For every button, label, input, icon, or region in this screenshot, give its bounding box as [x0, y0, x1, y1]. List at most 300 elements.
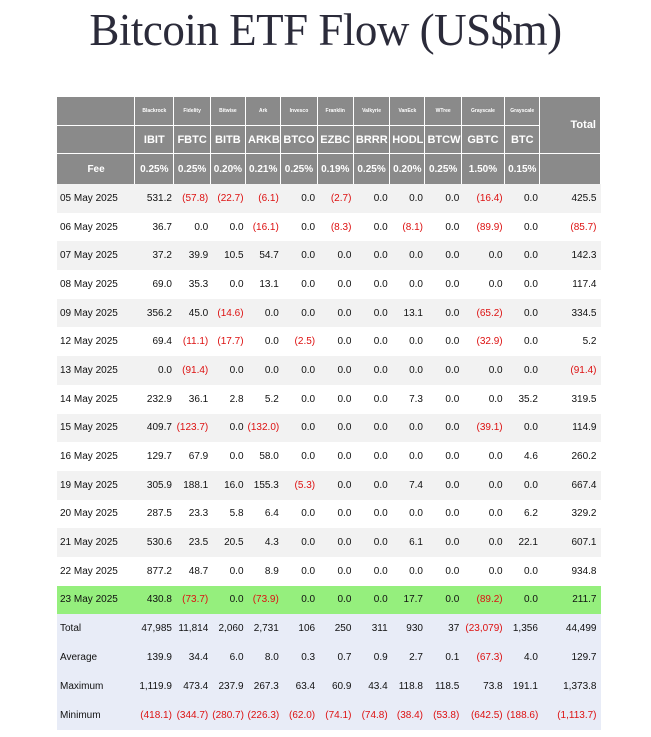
value-cell: 0.0: [390, 414, 425, 443]
value-cell: 118.5: [425, 672, 461, 701]
fee-cell: 0.25%: [174, 154, 210, 185]
value-cell: 4.6: [505, 442, 540, 471]
value-cell: 45.0: [174, 299, 210, 328]
value-cell: 305.9: [135, 471, 174, 500]
row-total-cell: (91.4): [540, 356, 601, 385]
value-cell: 0.0: [317, 299, 353, 328]
table-row: [57, 528, 601, 557]
row-total-cell: (1,113.7): [540, 701, 601, 730]
value-cell: 0.0: [425, 586, 461, 615]
value-cell: (91.4): [174, 356, 210, 385]
table-row: [57, 586, 601, 615]
value-cell: 11,814: [174, 614, 210, 643]
total-header: Total: [540, 97, 601, 154]
ticker-header: BTC: [505, 126, 540, 154]
value-cell: 0.0: [461, 471, 504, 500]
fee-cell: 0.25%: [135, 154, 174, 185]
value-cell: 0.0: [317, 557, 353, 586]
value-cell: 0.0: [210, 213, 245, 242]
value-cell: 16.0: [210, 471, 245, 500]
value-cell: (8.3): [317, 213, 353, 242]
table-row: [57, 385, 601, 414]
value-cell: 0.0: [461, 500, 504, 529]
date-cell: 14 May 2025: [57, 385, 135, 414]
value-cell: 356.2: [135, 299, 174, 328]
ticker-header: HODL: [390, 126, 425, 154]
value-cell: (344.7): [174, 701, 210, 730]
value-cell: (89.2): [461, 586, 504, 615]
stats-row: [57, 643, 601, 672]
value-cell: (11.1): [174, 327, 210, 356]
value-cell: 232.9: [135, 385, 174, 414]
value-cell: 0.0: [353, 356, 389, 385]
value-cell: 1,356: [505, 614, 540, 643]
date-cell: 21 May 2025: [57, 528, 135, 557]
value-cell: 188.1: [174, 471, 210, 500]
value-cell: 0.0: [353, 528, 389, 557]
value-cell: 5.2: [246, 385, 281, 414]
value-cell: 43.4: [353, 672, 389, 701]
value-cell: 0.0: [390, 557, 425, 586]
header-corner: [57, 97, 135, 126]
issuer-header-row: [57, 97, 601, 126]
issuer-header: Franklin: [317, 97, 353, 126]
value-cell: 0.0: [390, 500, 425, 529]
row-total-cell: 934.8: [540, 557, 601, 586]
table-row: [57, 213, 601, 242]
value-cell: 35.2: [505, 385, 540, 414]
value-cell: 0.0: [353, 586, 389, 615]
date-cell: 13 May 2025: [57, 356, 135, 385]
value-cell: 0.0: [461, 241, 504, 270]
value-cell: 63.4: [281, 672, 317, 701]
value-cell: 0.0: [281, 356, 317, 385]
value-cell: 0.0: [505, 471, 540, 500]
value-cell: (123.7): [174, 414, 210, 443]
value-cell: 0.0: [353, 241, 389, 270]
issuer-header: Grayscale: [461, 97, 504, 126]
value-cell: (16.4): [461, 184, 504, 213]
table-row: [57, 327, 601, 356]
value-cell: 930: [390, 614, 425, 643]
value-cell: 139.9: [135, 643, 174, 672]
value-cell: 17.7: [390, 586, 425, 615]
issuer-header: Blackrock: [135, 97, 174, 126]
fee-cell: 1.50%: [461, 154, 504, 185]
value-cell: 5.8: [210, 500, 245, 529]
value-cell: 0.0: [281, 414, 317, 443]
value-cell: (22.7): [210, 184, 245, 213]
value-cell: 6.2: [505, 500, 540, 529]
value-cell: 237.9: [210, 672, 245, 701]
value-cell: 6.0: [210, 643, 245, 672]
value-cell: (2.5): [281, 327, 317, 356]
value-cell: 4.0: [505, 643, 540, 672]
value-cell: (57.8): [174, 184, 210, 213]
issuer-header: Invesco: [281, 97, 317, 126]
row-total-cell: 607.1: [540, 528, 601, 557]
value-cell: 0.0: [210, 270, 245, 299]
ticker-header-row: [57, 126, 601, 154]
value-cell: 531.2: [135, 184, 174, 213]
value-cell: 191.1: [505, 672, 540, 701]
issuer-header: Ark: [246, 97, 281, 126]
value-cell: 0.0: [505, 270, 540, 299]
value-cell: 0.0: [461, 356, 504, 385]
value-cell: 0.0: [317, 500, 353, 529]
value-cell: 0.0: [210, 557, 245, 586]
value-cell: 69.0: [135, 270, 174, 299]
value-cell: 430.8: [135, 586, 174, 615]
fee-cell: 0.25%: [425, 154, 461, 185]
ticker-header: GBTC: [461, 126, 504, 154]
fee-label: Fee: [57, 154, 135, 185]
table-row: [57, 356, 601, 385]
value-cell: 0.0: [353, 184, 389, 213]
issuer-header: Bitwise: [210, 97, 245, 126]
value-cell: (23,079): [461, 614, 504, 643]
value-cell: 0.0: [390, 241, 425, 270]
value-cell: 0.0: [281, 213, 317, 242]
value-cell: 0.0: [425, 442, 461, 471]
value-cell: 37: [425, 614, 461, 643]
value-cell: 0.0: [281, 442, 317, 471]
ticker-header: FBTC: [174, 126, 210, 154]
value-cell: 7.3: [390, 385, 425, 414]
value-cell: (53.8): [425, 701, 461, 730]
ticker-header: EZBC: [317, 126, 353, 154]
row-total-cell: 117.4: [540, 270, 601, 299]
value-cell: 0.0: [317, 471, 353, 500]
value-cell: 0.0: [317, 586, 353, 615]
fee-cell: 0.20%: [390, 154, 425, 185]
value-cell: 0.0: [317, 385, 353, 414]
value-cell: 0.0: [281, 586, 317, 615]
value-cell: (73.7): [174, 586, 210, 615]
value-cell: 0.0: [425, 327, 461, 356]
row-total-cell: 44,499: [540, 614, 601, 643]
row-total-cell: (85.7): [540, 213, 601, 242]
value-cell: 0.0: [281, 184, 317, 213]
row-total-cell: 334.5: [540, 299, 601, 328]
row-total-cell: 260.2: [540, 442, 601, 471]
stat-label: Total: [57, 614, 135, 643]
fee-row: [57, 154, 601, 185]
value-cell: (74.1): [317, 701, 353, 730]
value-cell: 0.0: [425, 471, 461, 500]
value-cell: 1,119.9: [135, 672, 174, 701]
value-cell: (38.4): [390, 701, 425, 730]
value-cell: 8.0: [246, 643, 281, 672]
value-cell: 0.0: [246, 299, 281, 328]
value-cell: 54.7: [246, 241, 281, 270]
value-cell: 67.9: [174, 442, 210, 471]
date-cell: 20 May 2025: [57, 500, 135, 529]
value-cell: 0.0: [353, 213, 389, 242]
date-cell: 07 May 2025: [57, 241, 135, 270]
value-cell: 47,985: [135, 614, 174, 643]
value-cell: 0.0: [317, 356, 353, 385]
value-cell: 0.0: [390, 356, 425, 385]
value-cell: 0.0: [425, 241, 461, 270]
value-cell: 0.0: [353, 385, 389, 414]
value-cell: 58.0: [246, 442, 281, 471]
row-total-cell: 211.7: [540, 586, 601, 615]
value-cell: 0.0: [353, 327, 389, 356]
value-cell: 20.5: [210, 528, 245, 557]
value-cell: 0.0: [505, 557, 540, 586]
value-cell: 0.0: [353, 414, 389, 443]
value-cell: 118.8: [390, 672, 425, 701]
value-cell: 22.1: [505, 528, 540, 557]
fee-total-blank: [540, 154, 601, 185]
value-cell: 473.4: [174, 672, 210, 701]
header-corner: [57, 126, 135, 154]
value-cell: 0.0: [281, 528, 317, 557]
issuer-header: VanEck: [390, 97, 425, 126]
value-cell: 0.0: [210, 586, 245, 615]
value-cell: 0.0: [317, 442, 353, 471]
value-cell: 0.0: [505, 356, 540, 385]
table-row: [57, 184, 601, 213]
value-cell: 0.0: [281, 557, 317, 586]
value-cell: 0.0: [210, 414, 245, 443]
value-cell: 106: [281, 614, 317, 643]
row-total-cell: 425.5: [540, 184, 601, 213]
value-cell: 0.0: [210, 356, 245, 385]
value-cell: 2,731: [246, 614, 281, 643]
value-cell: 23.5: [174, 528, 210, 557]
value-cell: 4.3: [246, 528, 281, 557]
ticker-header: BTCO: [281, 126, 317, 154]
row-total-cell: 329.2: [540, 500, 601, 529]
value-cell: 877.2: [135, 557, 174, 586]
table-row: [57, 299, 601, 328]
row-total-cell: 1,373.8: [540, 672, 601, 701]
value-cell: 36.1: [174, 385, 210, 414]
value-cell: 37.2: [135, 241, 174, 270]
value-cell: 0.0: [317, 414, 353, 443]
value-cell: 0.0: [461, 442, 504, 471]
value-cell: 39.9: [174, 241, 210, 270]
value-cell: 0.1: [425, 643, 461, 672]
stats-row: [57, 614, 601, 643]
value-cell: 0.0: [390, 184, 425, 213]
ticker-header: IBIT: [135, 126, 174, 154]
value-cell: 129.7: [135, 442, 174, 471]
value-cell: (418.1): [135, 701, 174, 730]
value-cell: 2,060: [210, 614, 245, 643]
value-cell: 0.0: [425, 270, 461, 299]
table-row: [57, 500, 601, 529]
value-cell: (39.1): [461, 414, 504, 443]
stat-label: Maximum: [57, 672, 135, 701]
value-cell: 0.0: [425, 414, 461, 443]
value-cell: 0.7: [317, 643, 353, 672]
ticker-header: BITB: [210, 126, 245, 154]
value-cell: 0.0: [353, 557, 389, 586]
value-cell: 0.0: [317, 270, 353, 299]
table-row: [57, 471, 601, 500]
value-cell: 0.0: [390, 270, 425, 299]
value-cell: (188.6): [505, 701, 540, 730]
ticker-header: ARKB: [246, 126, 281, 154]
table-row: [57, 270, 601, 299]
date-cell: 16 May 2025: [57, 442, 135, 471]
date-cell: 08 May 2025: [57, 270, 135, 299]
value-cell: 0.0: [281, 500, 317, 529]
value-cell: (16.1): [246, 213, 281, 242]
value-cell: 48.7: [174, 557, 210, 586]
value-cell: (132.0): [246, 414, 281, 443]
value-cell: 0.0: [461, 385, 504, 414]
row-total-cell: 129.7: [540, 643, 601, 672]
value-cell: 0.3: [281, 643, 317, 672]
value-cell: 0.0: [425, 356, 461, 385]
value-cell: 2.8: [210, 385, 245, 414]
table-row: [57, 442, 601, 471]
issuer-header: Valkyrie: [353, 97, 389, 126]
date-cell: 09 May 2025: [57, 299, 135, 328]
value-cell: 155.3: [246, 471, 281, 500]
value-cell: (280.7): [210, 701, 245, 730]
table-row: [57, 414, 601, 443]
value-cell: (32.9): [461, 327, 504, 356]
value-cell: 0.0: [461, 270, 504, 299]
row-total-cell: 114.9: [540, 414, 601, 443]
fee-cell: 0.21%: [246, 154, 281, 185]
value-cell: 0.0: [281, 270, 317, 299]
value-cell: 13.1: [390, 299, 425, 328]
fee-cell: 0.20%: [210, 154, 245, 185]
value-cell: 35.3: [174, 270, 210, 299]
table-body: [57, 184, 601, 730]
value-cell: 69.4: [135, 327, 174, 356]
value-cell: 287.5: [135, 500, 174, 529]
date-cell: 06 May 2025: [57, 213, 135, 242]
value-cell: 0.0: [461, 557, 504, 586]
value-cell: (73.9): [246, 586, 281, 615]
value-cell: 0.0: [317, 528, 353, 557]
value-cell: (226.3): [246, 701, 281, 730]
value-cell: 0.0: [353, 442, 389, 471]
date-cell: 15 May 2025: [57, 414, 135, 443]
value-cell: 0.0: [505, 184, 540, 213]
value-cell: 6.4: [246, 500, 281, 529]
value-cell: 10.5: [210, 241, 245, 270]
row-total-cell: 5.2: [540, 327, 601, 356]
stat-label: Minimum: [57, 701, 135, 730]
value-cell: 0.0: [505, 241, 540, 270]
value-cell: 73.8: [461, 672, 504, 701]
table-row: [57, 241, 601, 270]
value-cell: 0.9: [353, 643, 389, 672]
value-cell: (62.0): [281, 701, 317, 730]
value-cell: 0.0: [425, 213, 461, 242]
value-cell: 250: [317, 614, 353, 643]
value-cell: 0.0: [281, 299, 317, 328]
value-cell: 6.1: [390, 528, 425, 557]
value-cell: 23.3: [174, 500, 210, 529]
value-cell: (642.5): [461, 701, 504, 730]
value-cell: 0.0: [425, 385, 461, 414]
value-cell: 0.0: [317, 241, 353, 270]
page-title: Bitcoin ETF Flow (US$m): [89, 5, 562, 55]
issuer-header: Fidelity: [174, 97, 210, 126]
value-cell: 0.0: [505, 586, 540, 615]
value-cell: 530.6: [135, 528, 174, 557]
value-cell: 0.0: [246, 356, 281, 385]
stat-label: Average: [57, 643, 135, 672]
value-cell: (6.1): [246, 184, 281, 213]
table-row: [57, 557, 601, 586]
date-cell: 12 May 2025: [57, 327, 135, 356]
value-cell: 0.0: [425, 528, 461, 557]
value-cell: (14.6): [210, 299, 245, 328]
fee-cell: 0.25%: [353, 154, 389, 185]
value-cell: (8.1): [390, 213, 425, 242]
value-cell: 0.0: [461, 528, 504, 557]
ticker-header: BTCW: [425, 126, 461, 154]
value-cell: 0.0: [353, 270, 389, 299]
value-cell: 0.0: [505, 327, 540, 356]
value-cell: 0.0: [135, 356, 174, 385]
date-cell: 23 May 2025: [57, 586, 135, 615]
value-cell: 0.0: [353, 471, 389, 500]
value-cell: (74.8): [353, 701, 389, 730]
stats-row: [57, 672, 601, 701]
value-cell: (65.2): [461, 299, 504, 328]
row-total-cell: 142.3: [540, 241, 601, 270]
value-cell: 2.7: [390, 643, 425, 672]
value-cell: 267.3: [246, 672, 281, 701]
value-cell: 0.0: [317, 327, 353, 356]
value-cell: 0.0: [281, 241, 317, 270]
value-cell: 0.0: [425, 299, 461, 328]
row-total-cell: 319.5: [540, 385, 601, 414]
value-cell: 409.7: [135, 414, 174, 443]
value-cell: 0.0: [246, 327, 281, 356]
value-cell: 36.7: [135, 213, 174, 242]
value-cell: 0.0: [210, 442, 245, 471]
value-cell: 0.0: [425, 500, 461, 529]
row-total-cell: 667.4: [540, 471, 601, 500]
value-cell: 60.9: [317, 672, 353, 701]
value-cell: 13.1: [246, 270, 281, 299]
value-cell: 0.0: [505, 414, 540, 443]
value-cell: 0.0: [505, 213, 540, 242]
value-cell: 0.0: [174, 213, 210, 242]
value-cell: (5.3): [281, 471, 317, 500]
value-cell: 0.0: [505, 299, 540, 328]
value-cell: 34.4: [174, 643, 210, 672]
value-cell: (89.9): [461, 213, 504, 242]
issuer-header: Grayscale: [505, 97, 540, 126]
value-cell: 311: [353, 614, 389, 643]
value-cell: 0.0: [425, 184, 461, 213]
value-cell: 0.0: [390, 327, 425, 356]
value-cell: 8.9: [246, 557, 281, 586]
etf-flow-table: [57, 97, 601, 730]
date-cell: 22 May 2025: [57, 557, 135, 586]
value-cell: (67.3): [461, 643, 504, 672]
value-cell: 0.0: [281, 385, 317, 414]
ticker-header: BRRR: [353, 126, 389, 154]
date-cell: 05 May 2025: [57, 184, 135, 213]
fee-cell: 0.25%: [281, 154, 317, 185]
fee-cell: 0.19%: [317, 154, 353, 185]
value-cell: 0.0: [353, 500, 389, 529]
